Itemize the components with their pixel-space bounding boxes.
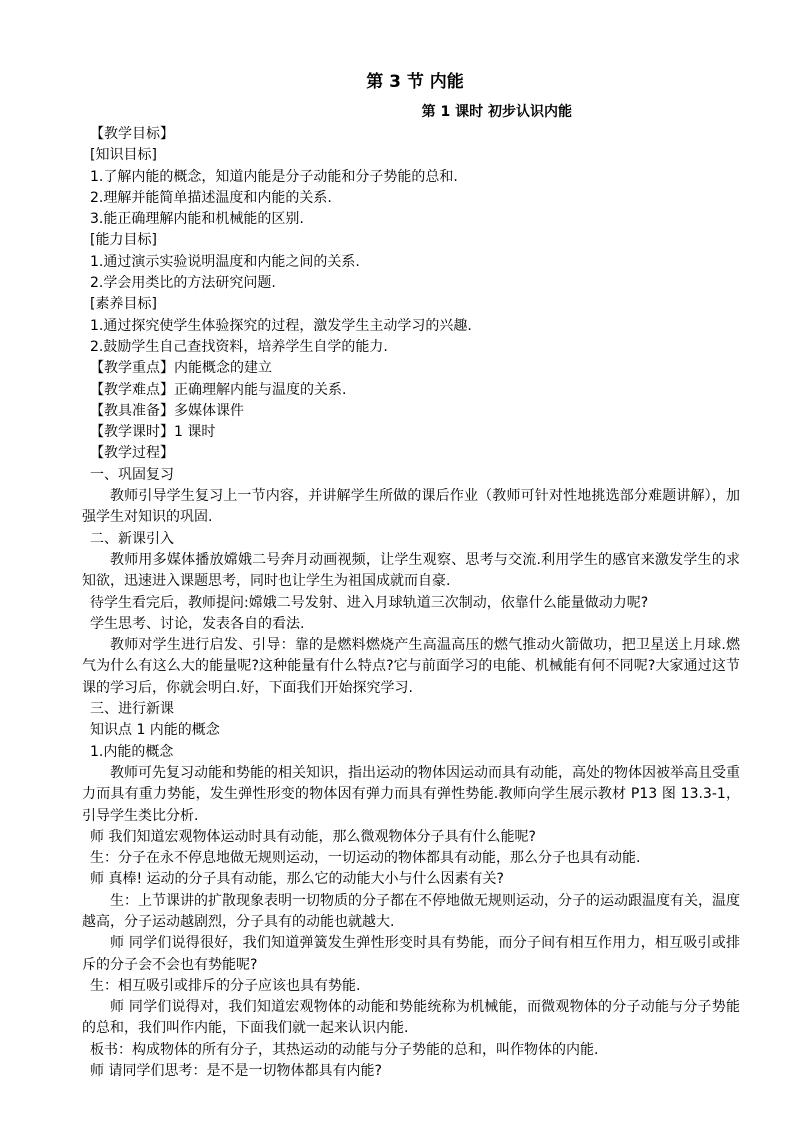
dialogue-teacher: 师 同学们说得很好，我们知道弹簧发生弹性形变时具有势能，而分子间有相互作用力，相互吸引或排斥的分子会不会也有势能呢? (82, 935, 740, 973)
section-new-lesson: 三、进行新课 (90, 701, 174, 718)
paragraph: 教师用多媒体播放嫦娥二号奔月动画视频，让学生观察、思考与交流.利用学生的感官来激发学生的求知欲，迅速进入课题思考，同时也让学生为祖国成就而自豪. (82, 551, 740, 590)
list-item: 1.了解内能的概念，知道内能是分子动能和分子势能的总和. (90, 168, 458, 185)
paragraph: 教师可先复习动能和势能的相关知识，指出运动的物体因运动而具有动能，高处的物体因被举高且受重力而具有重力势能，发生弹性形变的物体因有弹力而具有弹性势能.教师向学生展示教材 P13 图 13.3-1，引导学生类比分析. (82, 764, 740, 824)
subheading-knowledge: [知识目标] (90, 147, 157, 164)
section-intro: 二、新课引入 (90, 530, 174, 547)
teaching-materials: 【教具准备】多媒体课件 (90, 402, 244, 419)
knowledge-point-heading: 知识点 1 内能的概念 (90, 722, 220, 739)
dialogue-teacher: 师 真棒! 运动的分子具有动能，那么它的动能大小与什么因素有关? (90, 871, 504, 888)
teaching-focus: 【教学重点】内能概念的建立 (90, 360, 272, 377)
dialogue-teacher: 师 我们知道宏观物体运动时具有动能，那么微观物体分子具有什么能呢? (90, 828, 536, 845)
dialogue-teacher: 师 请同学们思考：是不是一切物体都具有内能? (90, 1063, 382, 1080)
dialogue-student: 生：相互吸引或排斥的分子应该也具有势能. (90, 977, 361, 994)
paragraph: 教师引导学生复习上一节内容，并讲解学生所做的课后作业（教师可针对性地挑选部分难题讲解），加强学生对知识的巩固. (82, 488, 740, 526)
subheading-ability: [能力目标] (90, 232, 157, 249)
list-item: 1.通过演示实验说明温度和内能之间的关系. (90, 253, 360, 270)
list-item: 1.通过探究使学生体验探究的过程，激发学生主动学习的兴趣. (90, 317, 472, 334)
subheading-literacy: [素养目标] (90, 296, 157, 313)
teaching-periods: 【教学课时】1 课时 (90, 424, 216, 441)
section-review: 一、巩固复习 (90, 466, 174, 483)
heading-teaching-objectives: 【教学目标】 (90, 126, 174, 142)
board-note: 板书：构成物体的所有分子，其热运动的动能与分子势能的总和，叫作物体的内能. (90, 1041, 599, 1058)
dialogue-student: 生：上节课讲的扩散现象表明一切物质的分子都在不停地做无规则运动，分子的运动跟温度有关，温度越高，分子运动越剧烈，分子具有的动能也就越大. (82, 892, 740, 930)
list-item: 2.理解并能简单描述温度和内能的关系. (90, 189, 332, 206)
dialogue-teacher: 师 同学们说得对，我们知道宏观物体的动能和势能统称为机械能，而微观物体的分子动能与分子势能的总和，我们叫作内能，下面我们就一起来认识内能. (82, 999, 740, 1037)
paragraph: 待学生看完后，教师提问:嫦娥二号发射、进入月球轨道三次制动，依靠什么能量做动力呢? (90, 594, 649, 611)
paragraph: 教师对学生进行启发、引导：靠的是燃料燃烧产生高温高压的燃气推动火箭做功，把卫星送上月球.燃气为什么有这么大的能量呢?这种能量有什么特点?它与前面学习的电能、机械能有何不同呢?大家通过这节课的学习后，你就会明白.好，下面我们开始探究学习. (82, 637, 740, 696)
lesson-subtitle: 第 1 课时 初步认识内能 (421, 104, 572, 120)
paragraph: 学生思考、讨论，发表各自的看法. (90, 615, 305, 632)
list-item: 2.鼓励学生自己查找资料，培养学生自学的能力. (90, 338, 388, 355)
list-item: 2.学会用类比的方法研究问题. (90, 275, 276, 292)
heading-teaching-process: 【教学过程】 (90, 445, 174, 462)
subsection-heading: 1.内能的概念 (90, 743, 174, 760)
dialogue-student: 生：分子在永不停息地做无规则运动，一切运动的物体都具有动能，那么分子也具有动能. (90, 850, 641, 867)
document-page (82, 70, 740, 1082)
section-title: 第 3 节 内能 (366, 72, 464, 92)
list-item: 3.能正确理解内能和机械能的区别. (90, 211, 304, 228)
teaching-difficulty: 【教学难点】正确理解内能与温度的关系. (90, 381, 347, 398)
